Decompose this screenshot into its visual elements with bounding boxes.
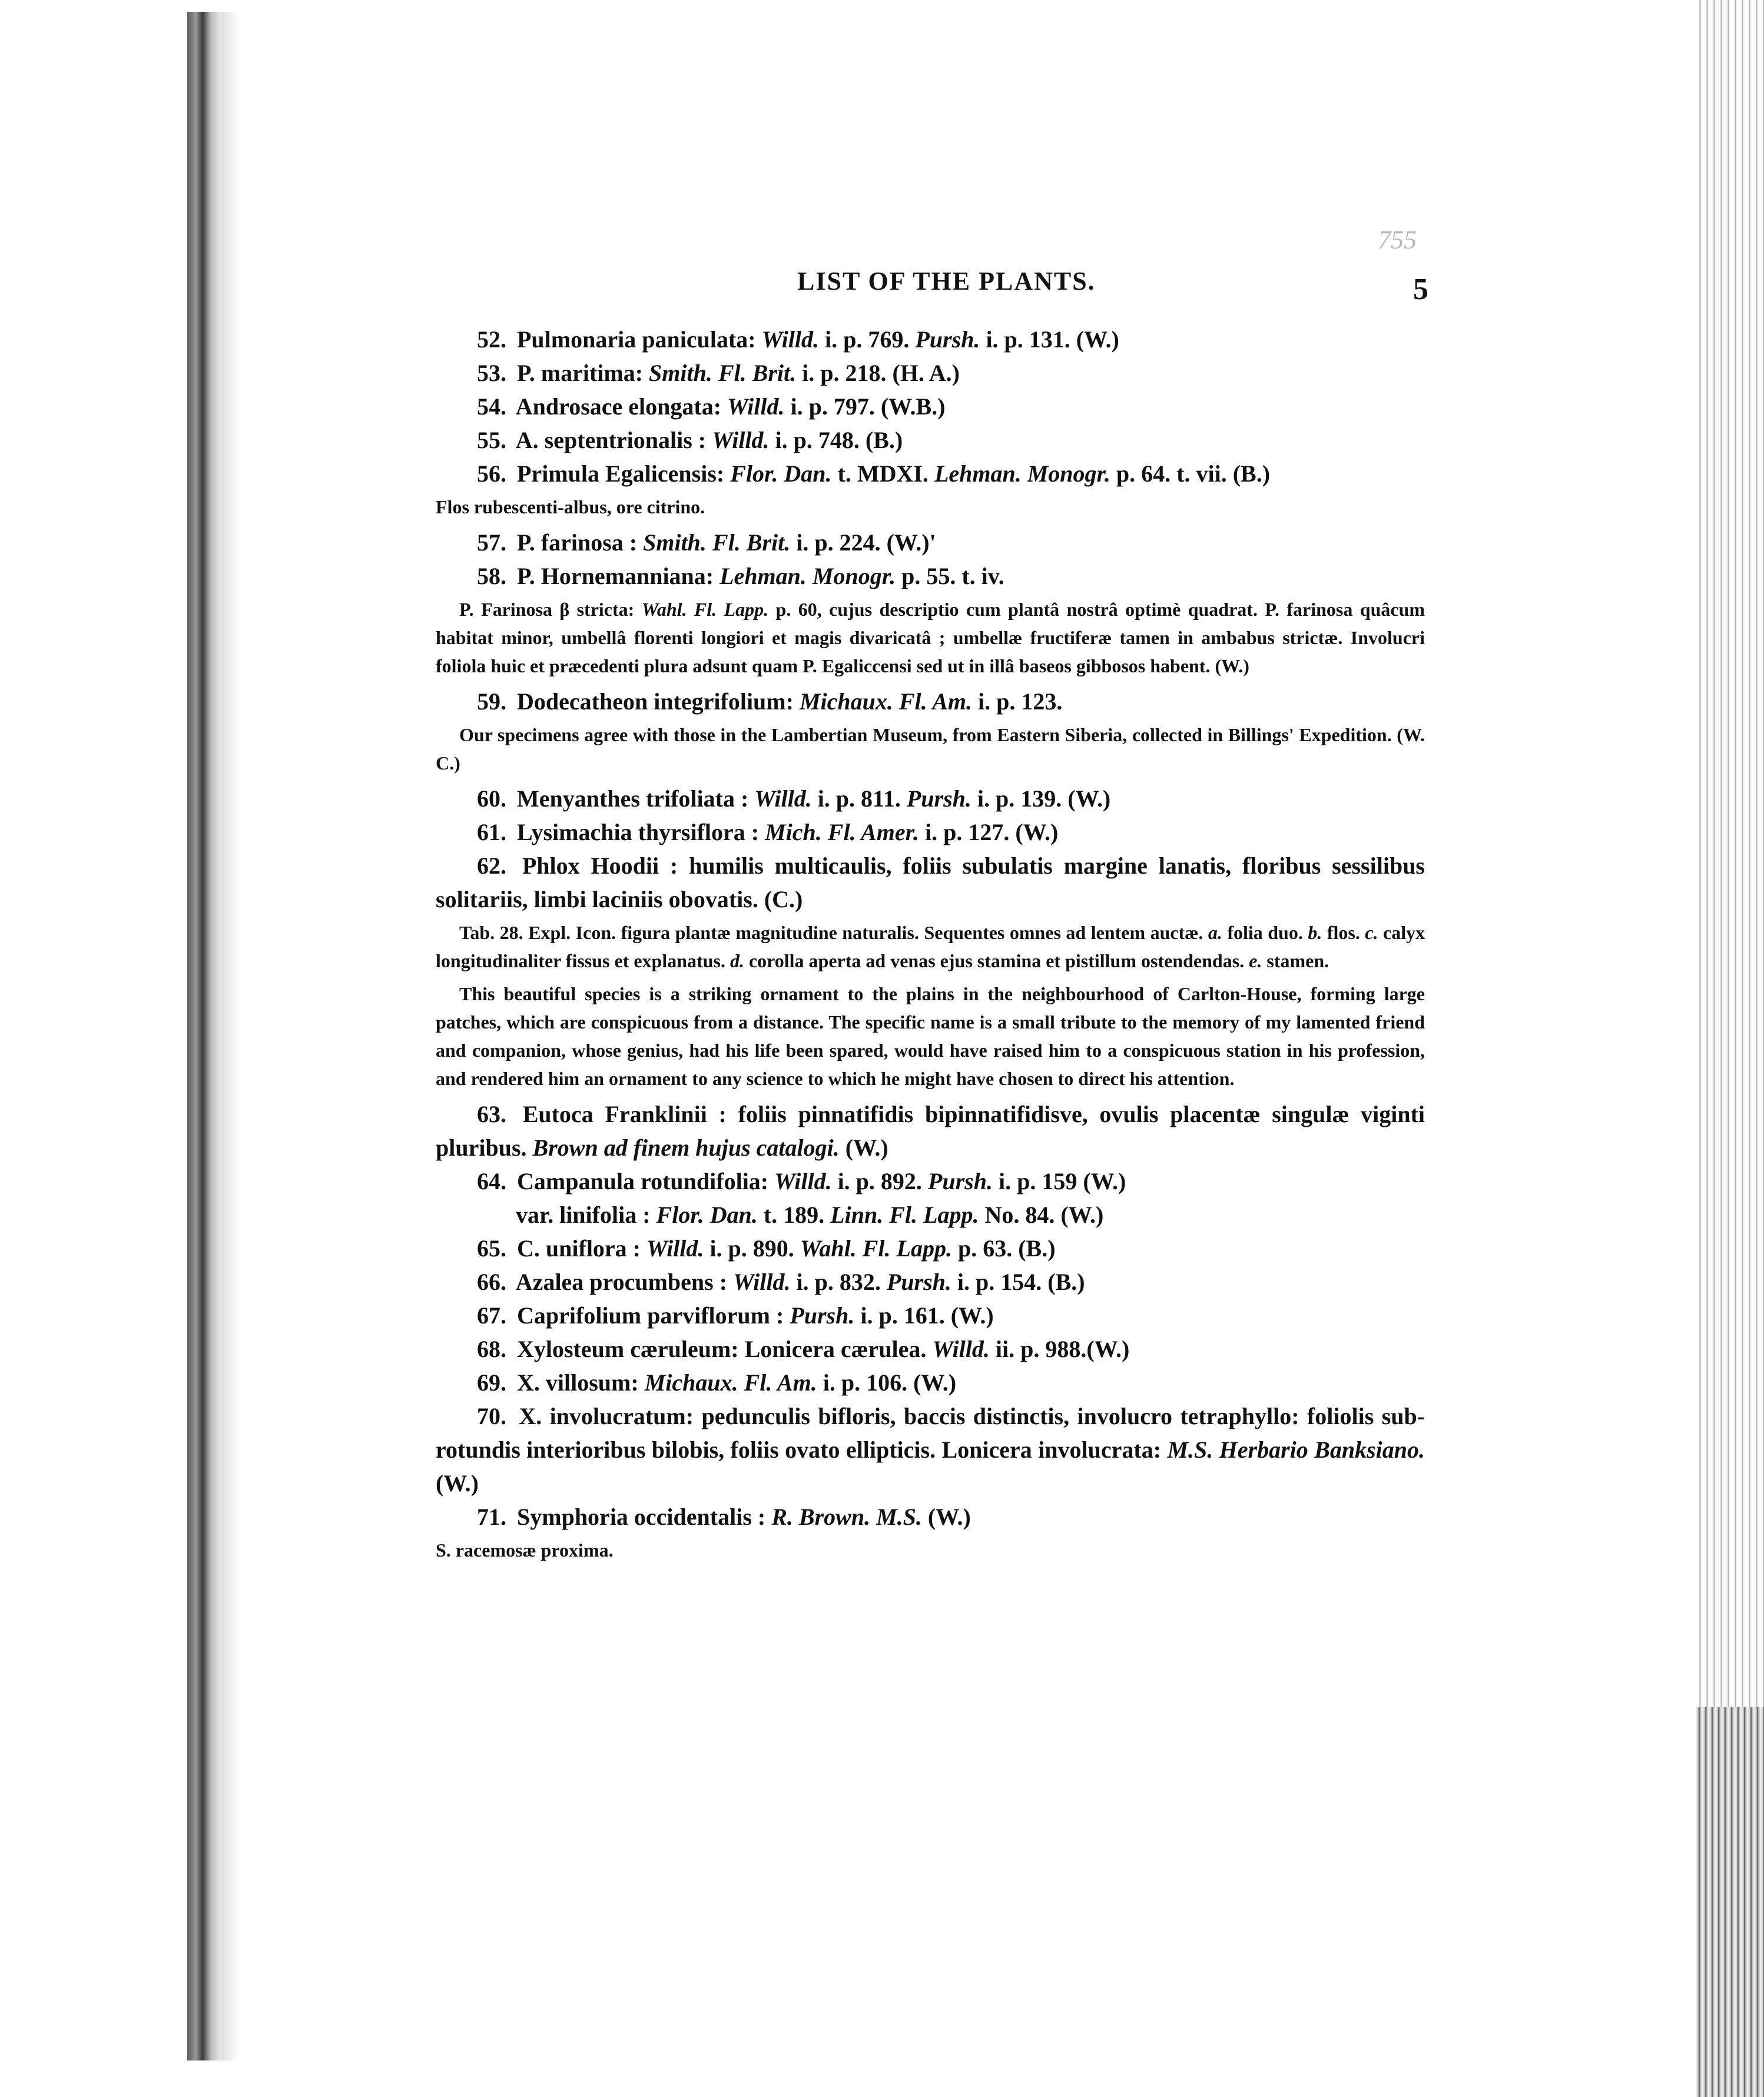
entry-69: 69. X. villosum: Michaux. Fl. Am. i. p. 106. (W.) [477,1369,957,1396]
entry-54: 54. Androsace elongata: Willd. i. p. 797. (W.B.) [477,393,946,420]
gutter-shadow [221,12,239,2060]
entry-52: 52. Pulmonaria paniculata: Willd. i. p. 769. Pursh. i. p. 131. (W.) [477,326,1119,353]
entry-63: 63. Eutoca Franklinii : foliis pinnatifidis bipinnatifidisve, ovulis placentæ singulæ viginti pluribus. Brown ad finem hujus catalogi. (W.) [436,1101,1425,1161]
entry-55: 55. A. septentrionalis : Willd. i. p. 748. (B.) [477,427,903,453]
entry-57: 57. P. farinosa : Smith. Fl. Brit. i. p. 224. (W.)' [477,529,936,556]
entry-66: 66. Azalea procumbens : Willd. i. p. 832. Pursh. i. p. 154. (B.) [477,1269,1085,1295]
note-58: P. Farinosa β stricta: Wahl. Fl. Lapp. p. 60, cujus descriptio cum plantâ nostrâ optimè quadrat. P. farinosa quâcum habitat minor, umbellâ florenti longiori et magis divaricatâ ; umbellæ fructiferæ tamen in ambabus strictæ. Involucri foliola huic et præcedenti plura adsunt quam P. Egaliccensi sed ut in illâ baseos gibbosos habent. (W.) [436,599,1425,676]
page-edges-lower [1696,1707,1764,2097]
entry-62: 62. Phlox Hoodii : humilis multicaulis, foliis subulatis margine lanatis, floribus sessilibus solitariis, limbi laciniis obovatis. (C.) [436,852,1425,913]
entry-59: 59. Dodecatheon integrifolium: Michaux. Fl. Am. i. p. 123. [477,688,1063,715]
entry-64-variety: var. linifolia : Flor. Dan. t. 189. Linn. Fl. Lapp. No. 84. (W.) [516,1202,1104,1228]
entry-60: 60. Menyanthes trifoliata : Willd. i. p. 811. Pursh. i. p. 139. (W.) [477,785,1111,812]
entry-64: 64. Campanula rotundifolia: Willd. i. p. 892. Pursh. i. p. 159 (W.) [477,1168,1126,1195]
note-56: Flos rubescenti-albus, ore citrino. [436,496,705,517]
note-59: Our specimens agree with those in the Lambertian Museum, from Eastern Siberia, collected in Billings' Expedition. (W. C.) [436,724,1425,774]
entry-61: 61. Lysimachia thyrsiflora : Mich. Fl. Amer. i. p. 127. (W.) [477,819,1059,845]
page-body [436,323,1425,1569]
entry-65: 65. C. uniflora : Willd. i. p. 890. Wahl. Fl. Lapp. p. 63. (B.) [477,1235,1056,1262]
note-62-description: This beautiful species is a striking ornament to the plains in the neighbourhood of Carlton-House, forming large patches, which are conspicuous from a distance. The specific name is a small tribute to the memory of my lamented friend and companion, whose genius, had his life been spared, would have raised him to a conspicuous station in his profession, and rendered him an ornament to any science to which he might have chosen to direct his attention. [436,983,1425,1089]
book-gutter [187,12,221,2060]
entry-56: 56. Primula Egalicensis: Flor. Dan. t. MDXI. Lehman. Monogr. p. 64. t. vii. (B.) [477,460,1271,487]
note-71: S. racemosæ proxima. [436,1539,614,1561]
pencil-annotation: 755 [1378,225,1417,254]
entry-68: 68. Xylosteum cæruleum: Lonicera cærulea. Willd. ii. p. 988.(W.) [477,1336,1130,1362]
entry-67: 67. Caprifolium parviflorum : Pursh. i. p. 161. (W.) [477,1302,994,1329]
page-number: 5 [1413,273,1428,306]
entry-71: 71. Symphoria occidentalis : R. Brown. M.S. (W.) [477,1504,971,1530]
entry-70: 70. X. involucratum: pedunculis bifloris, baccis distinctis, involucro tetraphyllo: foliolis sub-rotundis interioribus bilobis, foliis ovato ellipticis. Lonicera involucrata: M.S. Herbario Banksiano. (W.) [436,1403,1425,1497]
entry-53: 53. P. maritima: Smith. Fl. Brit. i. p. 218. (H. A.) [477,360,960,386]
entry-58: 58. P. Hornemanniana: Lehman. Monogr. p. 55. t. iv. [477,563,1004,589]
running-head: LIST OF THE PLANTS. [797,267,1096,296]
note-62-explanation: Tab. 28. Expl. Icon. figura plantæ magnitudine naturalis. Sequentes omnes ad lentem auctæ. a. folia duo. b. flos. c. calyx longitudinaliter fissus et explanatus. d. corolla aperta ad venas ejus stamina et pistillum ostendendas. e. stamen. [436,922,1425,971]
